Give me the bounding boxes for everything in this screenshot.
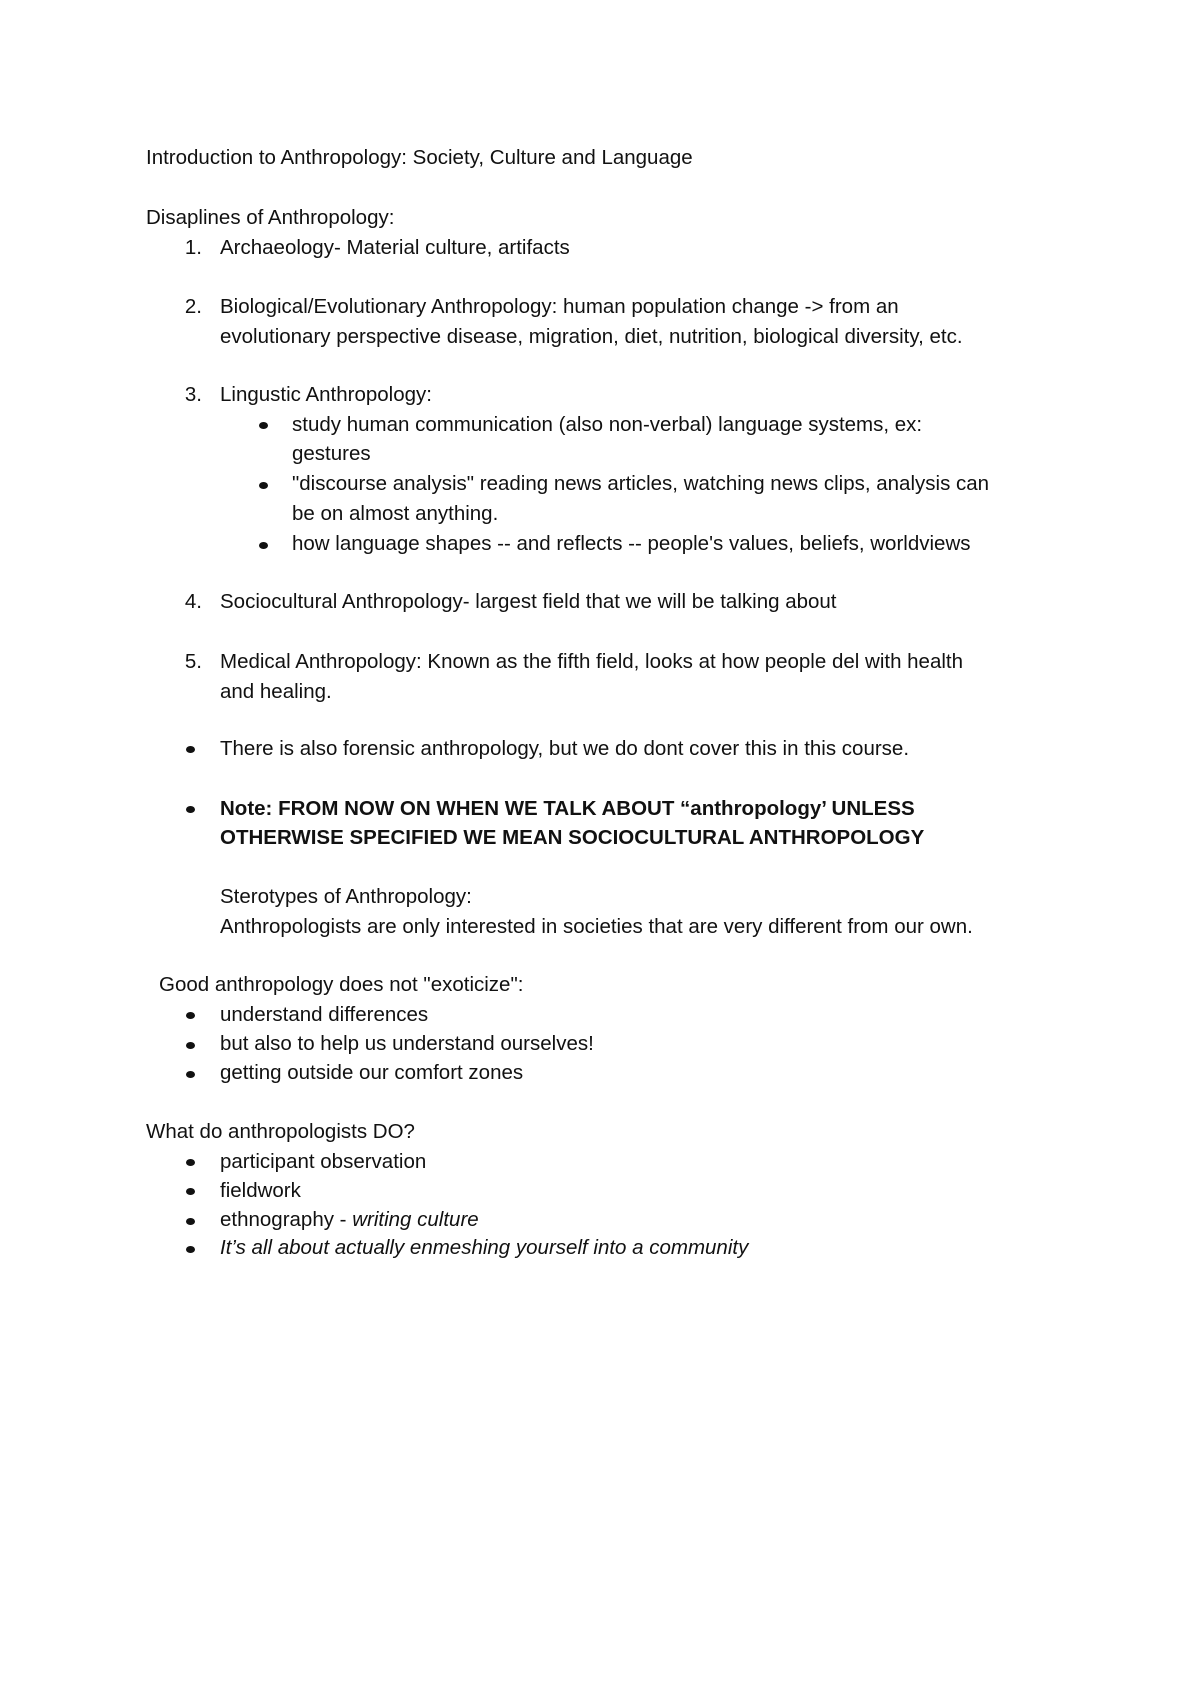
ethnography-label: ethnography - [220, 1208, 353, 1231]
stereotypes-heading: Sterotypes of Anthropology: [220, 885, 472, 908]
bullet-icon [259, 422, 268, 429]
list-item: understand differences [220, 1003, 429, 1026]
bullet-icon [259, 482, 268, 489]
note-line2: OTHERWISE SPECIFIED WE MEAN SOCIOCULTURAL ANTHROPOLOGY [220, 826, 925, 849]
list-number-2: 2. [184, 295, 202, 318]
list-number-1: 1. [184, 236, 202, 259]
list-number-5: 5. [184, 650, 202, 673]
bullet-icon [259, 542, 268, 549]
disciplines-heading: Disaplines of Anthropology: [146, 206, 395, 229]
linguistic-sub1-line2: gestures [292, 442, 371, 465]
linguistic-sub1-line1: study human communication (also non-verbal) language systems, ex: [292, 413, 923, 436]
note-line1: Note: FROM NOW ON WHEN WE TALK ABOUT “anthropology’ UNLESS [220, 797, 915, 820]
forensic-note: There is also forensic anthropology, but we do dont cover this in this course. [220, 737, 910, 760]
list-item-archaeology: Archaeology- Material culture, artifacts [220, 236, 570, 259]
bullet-icon [186, 1188, 195, 1195]
list-item-medical-line1: Medical Anthropology: Known as the fifth field, looks at how people del with health [220, 650, 964, 673]
linguistic-sub2-line2: be on almost anything. [292, 502, 499, 525]
list-item-enmeshing: It’s all about actually enmeshing yourself into a community [220, 1236, 749, 1259]
list-item: participant observation [220, 1150, 427, 1173]
linguistic-sub3: how language shapes -- and reflects -- people's values, beliefs, worldviews [292, 532, 971, 555]
list-item: but also to help us understand ourselves! [220, 1032, 594, 1055]
list-item-linguistic: Lingustic Anthropology: [220, 383, 432, 406]
bullet-icon [186, 1042, 195, 1049]
stereotypes-text: Anthropologists are only interested in societies that are very different from our own. [220, 915, 973, 938]
list-item-sociocultural: Sociocultural Anthropology- largest field that we will be talking about [220, 590, 837, 613]
bullet-icon [186, 1071, 195, 1078]
list-item: getting outside our comfort zones [220, 1061, 524, 1084]
document-title: Introduction to Anthropology: Society, Culture and Language [146, 146, 693, 169]
list-item-biological-line2: evolutionary perspective disease, migration, diet, nutrition, biological diversity, etc. [220, 325, 963, 348]
linguistic-sub2-line1: "discourse analysis" reading news articles, watching news clips, analysis can [292, 472, 990, 495]
list-item: fieldwork [220, 1179, 301, 1202]
list-number-3: 3. [184, 383, 202, 406]
ethnography-emphasis: writing culture [352, 1208, 479, 1231]
list-item-medical-line2: and healing. [220, 680, 332, 703]
list-item-biological-line1: Biological/Evolutionary Anthropology: human population change -> from an [220, 295, 899, 318]
list-item-ethnography [220, 1206, 479, 1234]
bullet-icon [186, 806, 195, 813]
list-number-4: 4. [184, 590, 202, 613]
bullet-icon [186, 1012, 195, 1019]
do-heading: What do anthropologists DO? [146, 1120, 415, 1143]
good-heading: Good anthropology does not "exoticize": [159, 973, 524, 996]
bullet-icon [186, 1159, 195, 1166]
bullet-icon [186, 1218, 195, 1225]
bullet-icon [186, 746, 195, 753]
bullet-icon [186, 1246, 195, 1253]
